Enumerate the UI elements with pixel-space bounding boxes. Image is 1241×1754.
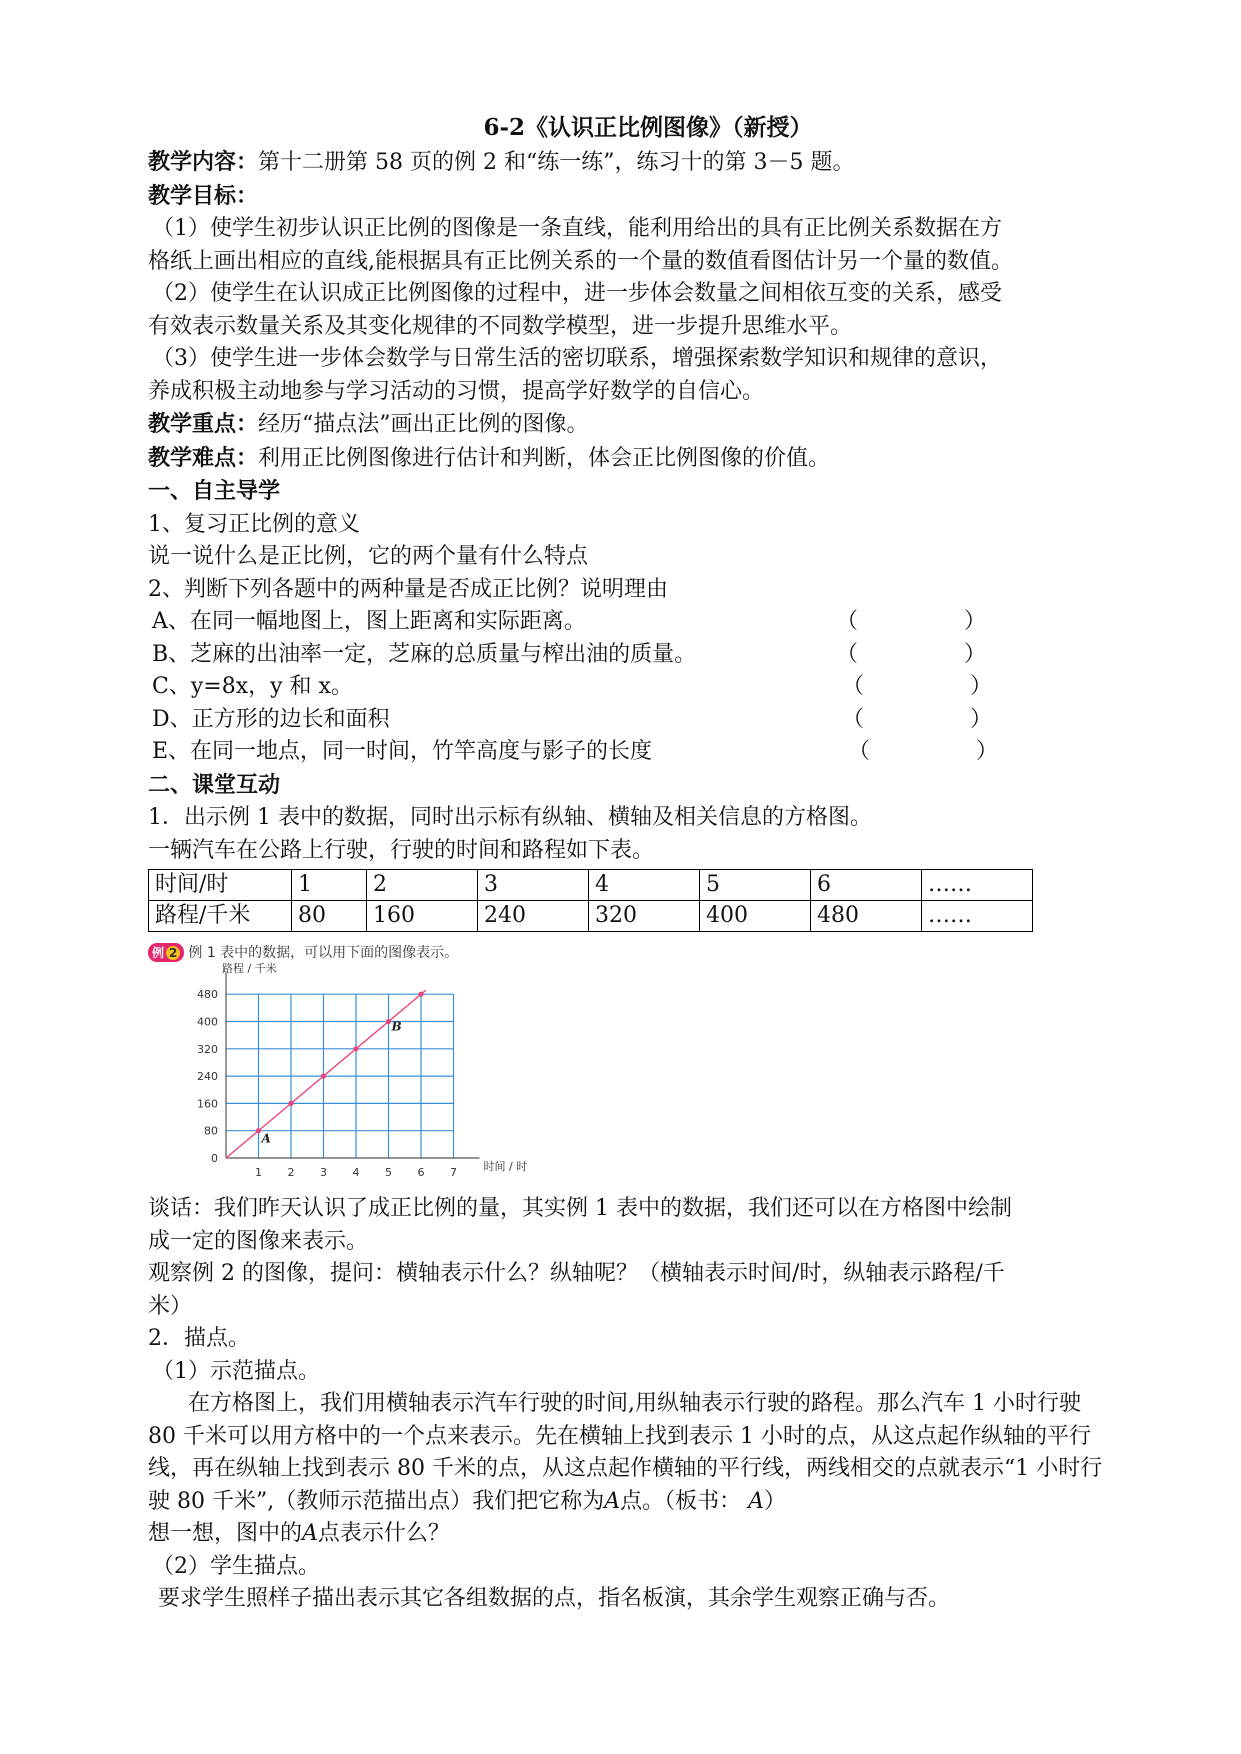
goal-line: （1）使学生初步认识正比例的图像是一条直线，能利用给出的具有正比例关系数据在方: [152, 216, 1002, 241]
section-heading: 二、课堂互动: [148, 771, 281, 798]
table-cell: 5: [700, 870, 811, 901]
teaching-goals-label: 教学目标：: [148, 182, 259, 209]
teaching-difficulty: 教学难点：利用正比例图像进行估计和判断，体会正比例图像的价值。: [148, 444, 831, 471]
x-axis-label: 时间 / 时: [483, 1160, 528, 1173]
table-cell: 320: [589, 901, 700, 932]
document-page: [148, 110, 1108, 1616]
data-point: [288, 1101, 293, 1106]
data-point: [256, 1128, 261, 1133]
paragraph: 1．出示例 1 表中的数据，同时出示标有纵轴、横轴及相关信息的方格图。: [148, 805, 872, 830]
question: 说一说什么是正比例，它的两个量有什么特点: [148, 544, 589, 569]
x-tick-label: 4: [352, 1166, 360, 1179]
paragraph: 成一定的图像来表示。: [148, 1228, 369, 1254]
example-badge: 例 2: [148, 943, 184, 962]
point-a-label: A: [748, 1488, 765, 1514]
table-cell: 80: [292, 901, 367, 932]
judge-item: E、在同一地点，同一时间，竹竿高度与影子的长度 （ ）: [152, 739, 998, 764]
table-cell: 480: [811, 901, 922, 932]
goal-line: 格纸上画出相应的直线,能根据具有正比例关系的一个量的数值看图估计另一个量的数值。: [148, 248, 1013, 274]
table-cell: ……: [922, 870, 1033, 901]
table-cell: 1: [292, 870, 367, 901]
page-title: 6-2《认识正比例图像》（新授）: [483, 114, 813, 141]
figure-caption: 例 2 例 1 表中的数据，可以用下面的图像表示。: [148, 942, 458, 962]
table-cell: 160: [367, 901, 478, 932]
paragraph: 在方格图上，我们用横轴表示汽车行驶的时间,用纵轴表示行驶的路程。那么汽车 1 小时行驶 80 千米可以用方格中的一个点来表示。先在横轴上找到表示 1 小时的点，从这点起作纵轴的平行线，再在纵轴上找到表示 80 千米的点，从这点起作横轴的平行线，两线相交的点就表示“1 小时行驶 80 千米”,（教师示范描出点）我们把它称为A点。（板书： A）: [148, 1391, 1103, 1514]
table-cell: 2: [367, 870, 478, 901]
series-line: [226, 990, 426, 1158]
table-cell: ……: [922, 901, 1033, 932]
table-row: [149, 870, 1033, 901]
y-tick-label: 80: [204, 1124, 218, 1138]
table-cell: 3: [478, 870, 589, 901]
x-tick-label: 2: [287, 1166, 295, 1179]
table-cell: 6: [811, 870, 922, 901]
origin-label: 0: [211, 1152, 218, 1165]
table-row: [149, 901, 1033, 932]
point-label: A: [261, 1131, 271, 1146]
table-cell: 240: [478, 901, 589, 932]
point-label: B: [391, 1019, 402, 1034]
x-tick-label: 1: [255, 1166, 262, 1179]
judge-item: B、芝麻的出油率一定，芝麻的总质量与榨出油的质量。 （ ）: [152, 641, 986, 667]
goal-line: （2）使学生在认识成正比例图像的过程中，进一步体会数量之间相依互变的关系，感受: [152, 281, 1002, 306]
y-tick-label: 320: [197, 1042, 218, 1056]
line-chart: [148, 940, 578, 1193]
table-cell: 时间/时: [149, 870, 292, 901]
paragraph: 米）: [148, 1293, 193, 1319]
data-point: [386, 1019, 391, 1024]
paragraph: 观察例 2 的图像，提问：横轴表示什么？纵轴呢？（横轴表示时间/时，纵轴表示路程/千: [148, 1261, 1005, 1286]
goal-line: 有效表示数量关系及其变化规律的不同数学模型，进一步提升思维水平。: [148, 313, 853, 339]
data-point: [418, 992, 423, 997]
y-tick-label: 480: [197, 988, 218, 1002]
table-cell: 400: [700, 901, 811, 932]
y-tick-label: 240: [197, 1070, 218, 1084]
data-point: [321, 1074, 326, 1079]
paragraph: 一辆汽车在公路上行驶，行驶的时间和路程如下表。: [148, 837, 655, 863]
subsection: 1、复习正比例的意义: [148, 511, 360, 537]
table-cell: 路程/千米: [149, 901, 292, 932]
subsection: 2．描点。: [148, 1326, 250, 1351]
x-tick-label: 6: [417, 1166, 425, 1179]
paragraph: 想一想，图中的A点表示什么？: [148, 1521, 450, 1546]
subsection: （1）示范描点。: [152, 1358, 320, 1384]
time-distance-table: [148, 869, 1033, 932]
point-a-label: A: [604, 1488, 621, 1514]
teaching-content: [148, 146, 1108, 180]
text: 第十二册第 58 页的例 2 和“练一练”，练习十的第 3－5 题。: [258, 150, 855, 175]
point-a-label: A: [302, 1521, 318, 1546]
goal-line: （3）使学生进一步体会数学与日常生活的密切联系，增强探索数学知识和规律的意识，: [152, 346, 1002, 371]
x-tick-label: 3: [320, 1166, 327, 1179]
example-figure: [148, 940, 578, 1193]
judge-item: D、正方形的边长和面积 （ ）: [152, 706, 992, 732]
judge-item: C、y=8x，y 和 x。 （ ）: [152, 674, 992, 699]
label: 教学内容：: [148, 149, 259, 175]
judge-item: A、在同一幅地图上，图上距离和实际距离。 （ ）: [152, 609, 986, 634]
table-cell: 4: [589, 870, 700, 901]
y-tick-label: 160: [197, 1097, 218, 1111]
teaching-key-point: 教学重点：经历“描点法”画出正比例的图像。: [148, 411, 589, 437]
subsection: （2）学生描点。: [152, 1553, 320, 1579]
x-tick-label: 7: [450, 1166, 457, 1179]
goal-line: 养成积极主动地参与学习活动的习惯，提高学好数学的自信心。: [148, 378, 765, 404]
section-heading: 一、自主导学: [148, 478, 281, 504]
x-tick-label: 5: [385, 1166, 392, 1179]
y-axis-label: 路程 / 千米: [222, 962, 277, 976]
subsection: 2、判断下列各题中的两种量是否成正比例？说明理由: [148, 576, 668, 602]
data-point: [353, 1046, 358, 1051]
y-tick-label: 400: [197, 1015, 218, 1029]
paragraph: 要求学生照样子描出表示其它各组数据的点，指名板演，其余学生观察正确与否。: [158, 1586, 951, 1611]
paragraph: 谈话：我们昨天认识了成正比例的量，其实例 1 表中的数据，我们还可以在方格图中绘制: [148, 1196, 1012, 1221]
